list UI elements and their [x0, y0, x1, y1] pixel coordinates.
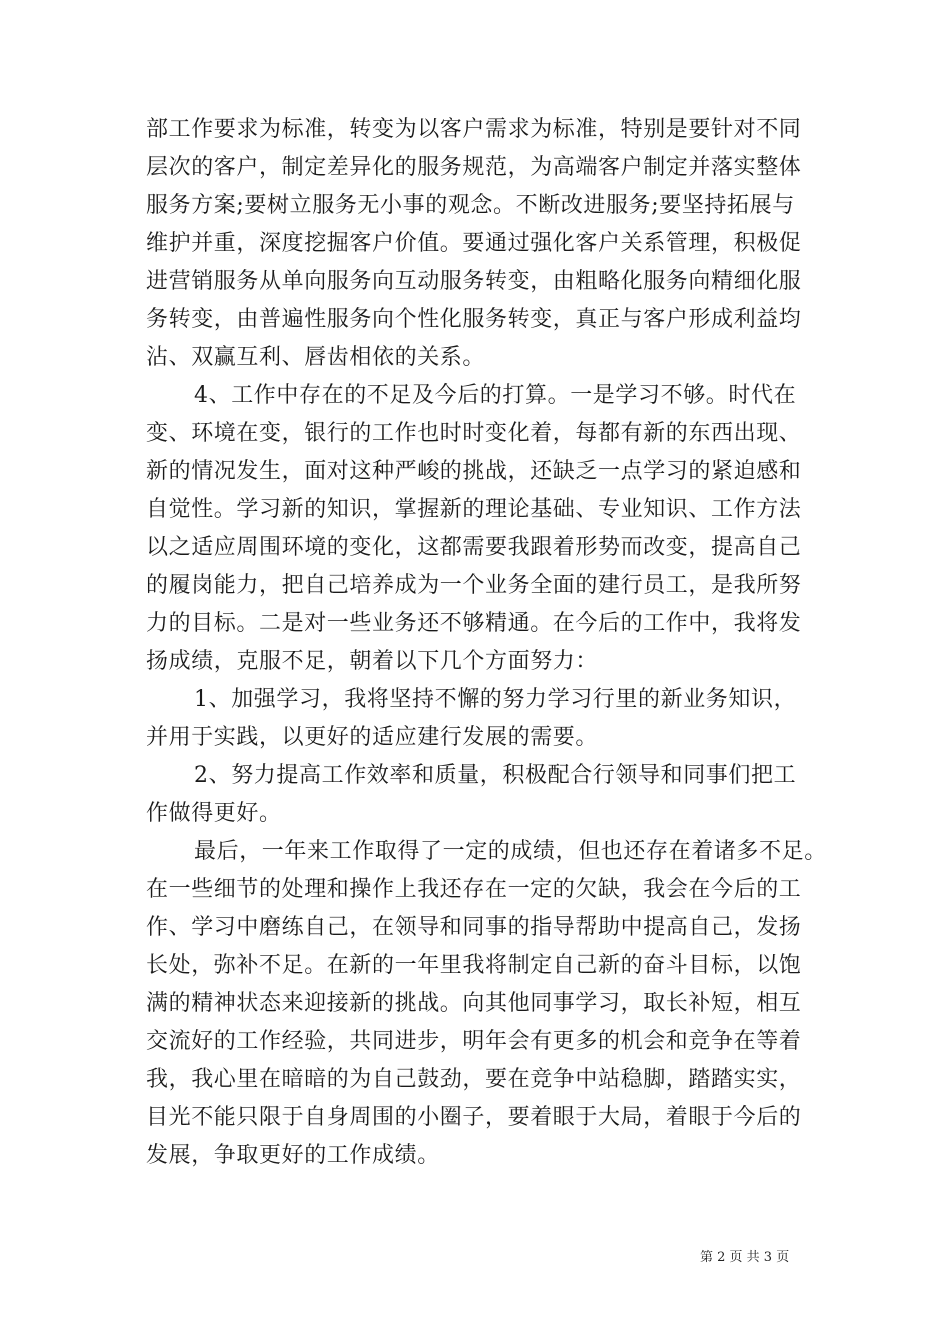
text-line: 自觉性。学习新的知识，掌握新的理论基础、专业知识、工作方法 [146, 497, 802, 522]
text-line: 交流好的工作经验，共同进步，明年会有更多的机会和竞争在等着 [146, 1029, 802, 1054]
text-line: 层次的客户，制定差异化的服务规范，为高端客户制定并落实整体 [146, 155, 802, 180]
page-number-footer: 第 2 页 共 3 页 [700, 1250, 790, 1265]
text-line: 进营销服务从单向服务向互动服务转变，由粗略化服务向精细化服 [146, 269, 802, 294]
text-line: 服务方案;要树立服务无小事的观念。不断改进服务;要坚持拓展与 [146, 193, 795, 218]
text-line: 并用于实践，以更好的适应建行发展的需要。 [146, 725, 599, 750]
text-line: 沾、双赢互利、唇齿相依的关系。 [146, 345, 486, 370]
paragraph-start-line: 1、加强学习，我将坚持不懈的努力学习行里的新业务知识， [194, 687, 797, 712]
text-line: 变、环境在变，银行的工作也时时变化着，每都有新的东西出现、 [146, 421, 802, 446]
text-line: 扬成绩，克服不足，朝着以下几个方面努力： [146, 649, 599, 674]
body-text [146, 111, 826, 1175]
text-line: 维护并重，深度挖掘客户价值。要通过强化客户关系管理，积极促 [146, 231, 802, 256]
text-line: 发展，争取更好的工作成绩。 [146, 1143, 440, 1168]
text-line: 部工作要求为标准，转变为以客户需求为标准，特别是要针对不同 [146, 117, 802, 142]
text-line: 我，我心里在暗暗的为自己鼓劲，要在竞争中站稳脚，踏踏实实， [146, 1067, 802, 1092]
text-line: 长处，弥补不足。在新的一年里我将制定自己新的奋斗目标，以饱 [146, 953, 802, 978]
text-line: 务转变，由普遍性服务向个性化服务转变，真正与客户形成利益均 [146, 307, 802, 332]
text-line: 的履岗能力，把自己培养成为一个业务全面的建行员工，是我所努 [146, 573, 802, 598]
text-line: 在一些细节的处理和操作上我还存在一定的欠缺，我会在今后的工 [146, 877, 802, 902]
text-line: 力的目标。二是对一些业务还不够精通。在今后的工作中，我将发 [146, 611, 802, 636]
text-line: 目光不能只限于自身周围的小圈子，要着眼于大局，着眼于今后的 [146, 1105, 802, 1130]
text-line: 以之适应周围环境的变化，这都需要我跟着形势而改变，提高自己 [146, 535, 802, 560]
paragraph-start-line: 最后，一年来工作取得了一定的成绩，但也还存在着诸多不足。 [194, 839, 827, 864]
paragraph-start-line: 4、工作中存在的不足及今后的打算。一是学习不够。时代在 [194, 383, 797, 408]
text-line: 新的情况发生，面对这种严峻的挑战，还缺乏一点学习的紧迫感和 [146, 459, 802, 484]
paragraph-start-line: 2、努力提高工作效率和质量，积极配合行领导和同事们把工 [194, 763, 797, 788]
text-line: 作做得更好。 [146, 801, 282, 826]
text-line: 满的精神状态来迎接新的挑战。向其他同事学习，取长补短，相互 [146, 991, 802, 1016]
text-line: 作、学习中磨练自己，在领导和同事的指导帮助中提高自己，发扬 [146, 915, 802, 940]
